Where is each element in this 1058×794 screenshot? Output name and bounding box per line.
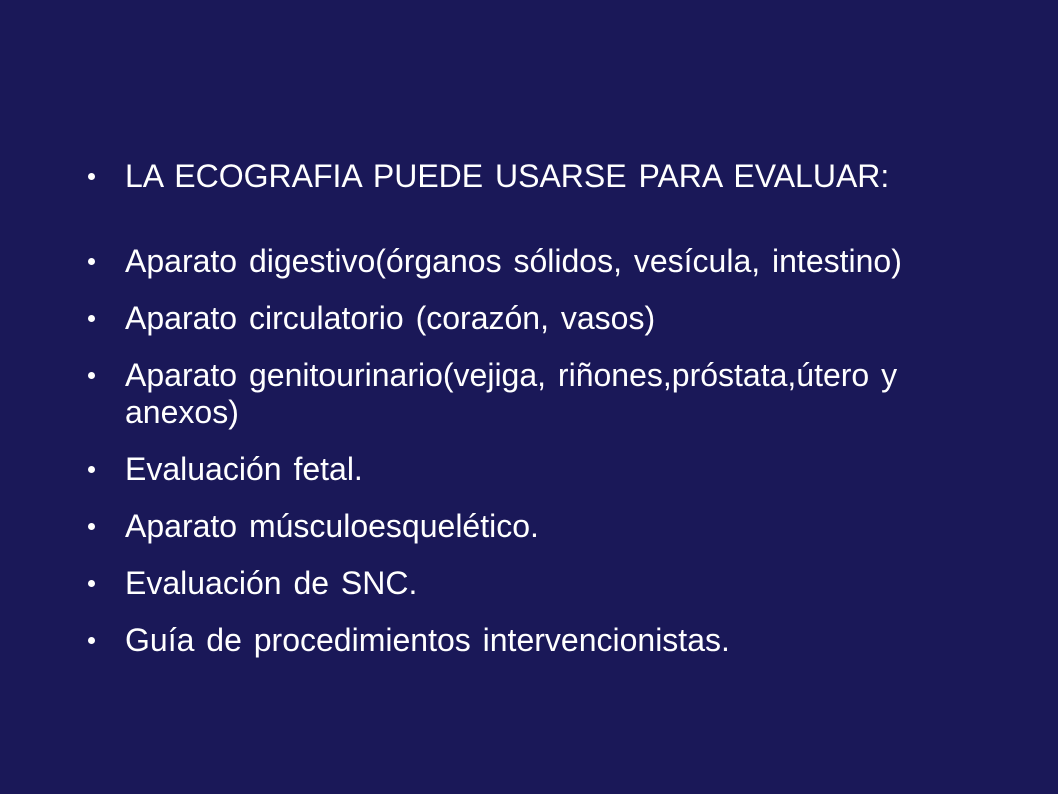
bullet-text: Aparato genitourinario(vejiga, riñones,próstata,útero y anexos) <box>125 357 898 430</box>
bullet-list <box>85 158 985 679</box>
bullet-dot-icon <box>88 580 95 587</box>
bullet-item <box>85 565 985 602</box>
bullet-dot-icon <box>88 372 95 379</box>
bullet-item <box>85 622 985 659</box>
bullet-text: Aparato circulatorio (corazón, vasos) <box>125 300 656 336</box>
bullet-item <box>85 243 985 280</box>
bullet-item <box>85 158 985 195</box>
bullet-text: LA ECOGRAFIA PUEDE USARSE PARA EVALUAR: <box>125 158 890 194</box>
bullet-text: Evaluación de SNC. <box>125 565 418 601</box>
bullet-item <box>85 300 985 337</box>
bullet-dot-icon <box>88 466 95 473</box>
bullet-item <box>85 508 985 545</box>
bullet-dot-icon <box>88 258 95 265</box>
bullet-dot-icon <box>88 173 95 180</box>
bullet-text: Evaluación fetal. <box>125 451 363 487</box>
bullet-dot-icon <box>88 523 95 530</box>
bullet-dot-icon <box>88 637 95 644</box>
bullet-item <box>85 357 985 431</box>
bullet-dot-icon <box>88 315 95 322</box>
bullet-text: Aparato músculoesquelético. <box>125 508 539 544</box>
bullet-item <box>85 451 985 488</box>
bullet-text: Aparato digestivo(órganos sólidos, vesícula, intestino) <box>125 243 902 279</box>
bullet-text: Guía de procedimientos intervencionistas. <box>125 622 730 658</box>
